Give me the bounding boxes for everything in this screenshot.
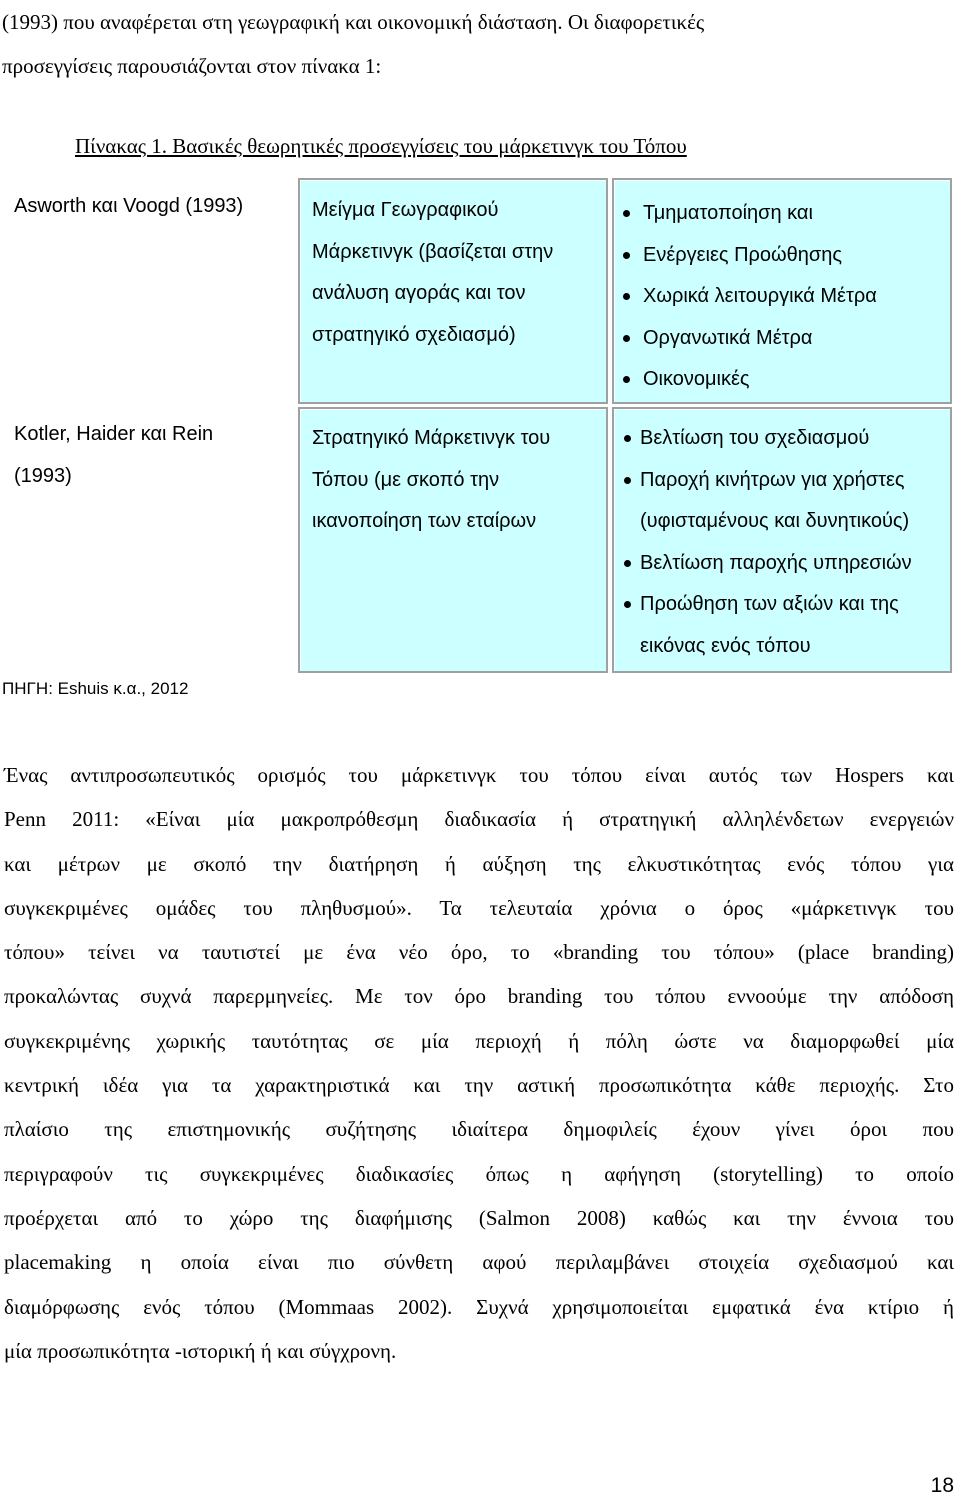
table-cell-author xyxy=(14,186,294,412)
approach-text: ανάλυση αγοράς και τον xyxy=(312,282,526,304)
list-item: Βελτίωση παροχής υπηρεσιών xyxy=(624,543,950,585)
table-caption: Πίνακας 1. Βασικές θεωρητικές προσεγγίσεις του μάρκετινγκ του Τόπου xyxy=(75,134,687,158)
body-line: διαμόρφωσης ενός τόπου (Mommaas 2002). Συχνά χρησιμοποιείται εμφατικά ένα κτίριο ή xyxy=(4,1294,954,1319)
page-number: 18 xyxy=(930,1474,954,1497)
approach-text: Μάρκετινγκ (βασίζεται στην xyxy=(312,240,554,263)
intro-line: (1993) που αναφέρεται στη γεωγραφική και οικονομική διάσταση. Οι διαφορετικές xyxy=(2,10,705,34)
table-source: ΠΗΓΗ: Eshuis κ.α., 2012 xyxy=(2,679,189,698)
body-line: μία προσωπικότητα -ιστορική ή και σύγχρονη. xyxy=(4,1338,397,1363)
body-line: και μέτρων με σκοπό την διατήρηση ή αύξηση της ελκυστικότητας ενός τόπου για xyxy=(4,851,954,876)
list-item-continuation: (υφισταμένους και δυνητικούς) xyxy=(640,510,910,532)
list-item: Προώθηση των αξιών και της xyxy=(624,584,950,626)
approach-text: Μείγμα Γεωγραφικού xyxy=(312,199,499,221)
body-line: συγκεκριμένες ομάδες του πληθυσμού». Τα τελευταία χρόνια ο όρος «μάρκετινγκ του xyxy=(4,895,954,920)
approaches-table xyxy=(0,174,960,680)
table-cell-approach xyxy=(298,407,608,673)
measures-list xyxy=(624,418,950,667)
approach-text: Τόπου (με σκοπό την xyxy=(312,468,500,491)
table-cell-approach xyxy=(298,178,608,404)
body-line: πλαίσιο της επιστημονικής συζήτησης ιδιαίτερα δημοφιλείς έχουν γίνει όροι που xyxy=(4,1117,954,1142)
table-cell-measures xyxy=(612,178,952,404)
list-item: Παροχή κινήτρων για χρήστες xyxy=(624,460,950,502)
table-cell-author xyxy=(14,414,294,678)
list-item: Χωρικά λειτουργικά Μέτρα xyxy=(623,276,950,318)
measures-list xyxy=(623,193,950,401)
approach-text: ικανοποίηση των εταίρων xyxy=(312,510,537,532)
body-line: Penn 2011: «Είναι μία μακροπρόθεσμη διαδικασία ή στρατηγική αλληλένδετων ενεργειών xyxy=(4,807,954,832)
body-line: προέρχεται από το χώρο της διαφήμισης (Salmon 2008) καθώς και την έννοια του xyxy=(4,1205,954,1230)
intro-paragraph xyxy=(2,0,952,88)
body-line: placemaking η οποία είναι πιο σύνθετη αφού περιλαμβάνει στοιχεία σχεδιασμού και xyxy=(4,1250,954,1275)
approach-text: στρατηγικό σχεδιασμό) xyxy=(312,323,516,346)
body-paragraph xyxy=(4,753,954,1373)
intro-line: προσεγγίσεις παρουσιάζονται στον πίνακα 1: xyxy=(2,54,382,78)
list-item: Τμηματοποίηση και xyxy=(623,193,950,235)
author-text: Asworth και Voogd (1993) xyxy=(14,195,244,217)
approach-text: Στρατηγικό Μάρκετινγκ του xyxy=(312,427,551,449)
body-line: περιγραφούν τις συγκεκριμένες διαδικασίες όπως η αφήγηση (storytelling) το οποίο xyxy=(4,1161,954,1186)
body-line: Ένας αντιπροσωπευτικός ορισμός του μάρκετινγκ του τόπου είναι αυτός των Hospers και xyxy=(4,763,954,787)
body-line: κεντρική ιδέα για τα χαρακτηριστικά και την αστική προσωπικότητα κάθε περιοχής. Στο xyxy=(4,1073,954,1098)
list-item: Οργανωτικά Μέτρα xyxy=(623,318,950,360)
body-line: συγκεκριμένης χωρικής ταυτότητας σε μία περιοχή ή πόλη ώστε να διαμορφωθεί μία xyxy=(4,1028,954,1053)
author-text: Kotler, Haider και Rein xyxy=(14,423,214,445)
list-item: Ενέργειες Προώθησης xyxy=(623,235,950,277)
body-line: προκαλώντας συχνά παρερμηνείες. Με τον όρο branding του τόπου εννοούμε την απόδοση xyxy=(4,984,954,1009)
list-item: Οικονομικές xyxy=(623,359,950,401)
body-line: τόπου» τείνει να ταυτιστεί με ένα νέο όρο, το «branding του τόπου» (place branding) xyxy=(4,940,954,965)
author-text: (1993) xyxy=(14,464,72,487)
list-item: Βελτίωση του σχεδιασμού xyxy=(624,418,950,460)
table-cell-measures xyxy=(612,407,952,673)
list-item-continuation: εικόνας ενός τόπου xyxy=(640,634,811,657)
